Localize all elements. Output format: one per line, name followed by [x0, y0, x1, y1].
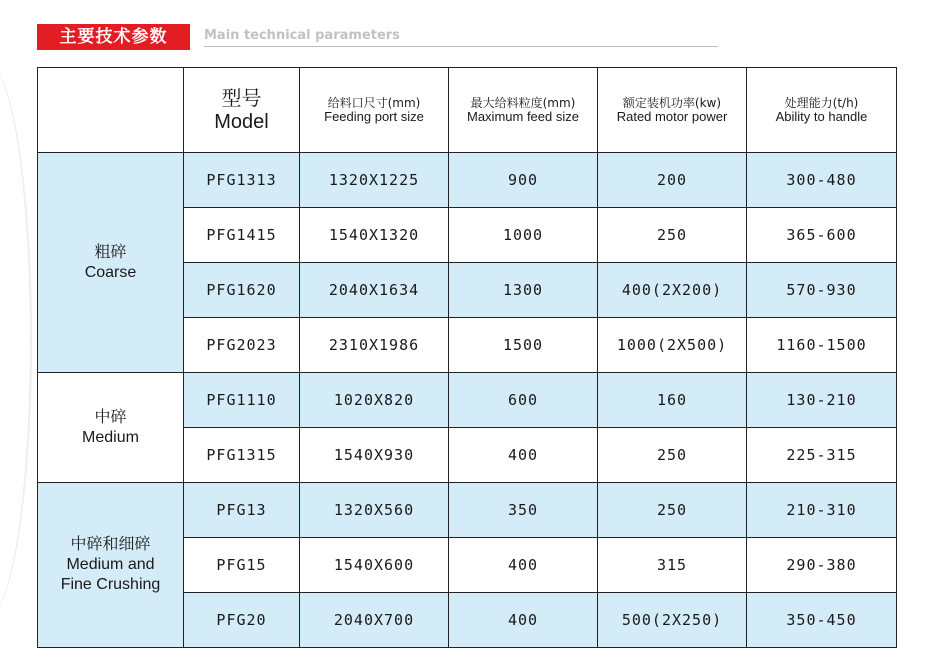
cell-power: 160	[598, 373, 747, 428]
group-label-cn: 中碎	[94, 408, 127, 426]
cell-capacity: 350-450	[747, 593, 897, 648]
cell-feed-port: 1020X820	[300, 373, 449, 428]
technical-parameters-table	[37, 67, 897, 648]
cell-model: PFG2023	[184, 318, 300, 373]
cell-power: 250	[598, 483, 747, 538]
cell-max-feed: 1500	[449, 318, 598, 373]
cell-power: 200	[598, 153, 747, 208]
cell-power: 500(2X250)	[598, 593, 747, 648]
header-power-cn: 额定装机功率(kw)	[622, 96, 722, 110]
cell-capacity: 210-310	[747, 483, 897, 538]
header-capacity-en: Ability to handle	[775, 109, 868, 124]
cell-capacity: 225-315	[747, 428, 897, 483]
group-label-cn: 粗碎	[94, 243, 127, 261]
cell-feed-port: 2040X1634	[300, 263, 449, 318]
cell-feed-port: 1540X600	[300, 538, 449, 593]
cell-max-feed: 400	[449, 428, 598, 483]
cell-max-feed: 400	[449, 538, 598, 593]
cell-max-feed: 600	[449, 373, 598, 428]
cell-capacity: 570-930	[747, 263, 897, 318]
group-label-cn: 中碎和细碎	[70, 536, 151, 553]
header-max-feed-cn: 最大给料粒度(mm)	[470, 96, 576, 110]
table-row	[38, 153, 897, 208]
cell-max-feed: 400	[449, 593, 598, 648]
cell-power: 400(2X200)	[598, 263, 747, 318]
header-power-en: Rated motor power	[616, 109, 728, 124]
header-model-cn: 型号	[221, 86, 262, 110]
cell-feed-port: 1320X1225	[300, 153, 449, 208]
cell-power: 1000(2X500)	[598, 318, 747, 373]
header-model	[184, 68, 300, 153]
section-underline	[204, 46, 718, 47]
table-row	[38, 373, 897, 428]
cell-feed-port: 2310X1986	[300, 318, 449, 373]
cell-model: PFG1313	[184, 153, 300, 208]
cell-capacity: 290-380	[747, 538, 897, 593]
header-feed-port-cn: 给料口尺寸(mm)	[327, 96, 421, 110]
header-row	[38, 68, 897, 153]
cell-power: 250	[598, 428, 747, 483]
header-max-feed	[449, 68, 598, 153]
cell-power: 250	[598, 208, 747, 263]
cell-feed-port: 2040X700	[300, 593, 449, 648]
cell-max-feed: 350	[449, 483, 598, 538]
cell-model: PFG1110	[184, 373, 300, 428]
group-label-medium	[38, 373, 184, 483]
header-feed-port-en: Feeding port size	[324, 109, 424, 124]
cell-model: PFG1620	[184, 263, 300, 318]
group-label-en-line2: Fine Crushing	[60, 576, 161, 593]
cell-max-feed: 1300	[449, 263, 598, 318]
group-label-en: Coarse	[84, 263, 137, 281]
table-row	[38, 483, 897, 538]
cell-model: PFG15	[184, 538, 300, 593]
cell-feed-port: 1540X1320	[300, 208, 449, 263]
section-title-en: Main technical parameters	[204, 28, 400, 43]
header-model-en: Model	[214, 111, 269, 133]
header-capacity-cn: 处理能力(t/h)	[784, 96, 859, 110]
cell-capacity: 1160-1500	[747, 318, 897, 373]
header-group-empty	[38, 68, 184, 153]
group-label-en-line1: Medium and	[66, 556, 155, 573]
cell-capacity: 300-480	[747, 153, 897, 208]
cell-model: PFG1315	[184, 428, 300, 483]
section-title-cn: 主要技术参数	[37, 24, 190, 50]
group-label-coarse	[38, 153, 184, 373]
decorative-arc	[0, 60, 32, 620]
cell-feed-port: 1540X930	[300, 428, 449, 483]
cell-model: PFG1415	[184, 208, 300, 263]
cell-capacity: 130-210	[747, 373, 897, 428]
header-capacity	[747, 68, 897, 153]
header-feed-port	[300, 68, 449, 153]
cell-feed-port: 1320X560	[300, 483, 449, 538]
cell-max-feed: 1000	[449, 208, 598, 263]
header-power	[598, 68, 747, 153]
cell-model: PFG13	[184, 483, 300, 538]
cell-power: 315	[598, 538, 747, 593]
cell-model: PFG20	[184, 593, 300, 648]
cell-max-feed: 900	[449, 153, 598, 208]
cell-capacity: 365-600	[747, 208, 897, 263]
group-label-medium-fine	[38, 483, 184, 648]
group-label-en: Medium	[82, 428, 139, 446]
header-max-feed-en: Maximum feed size	[467, 109, 579, 124]
